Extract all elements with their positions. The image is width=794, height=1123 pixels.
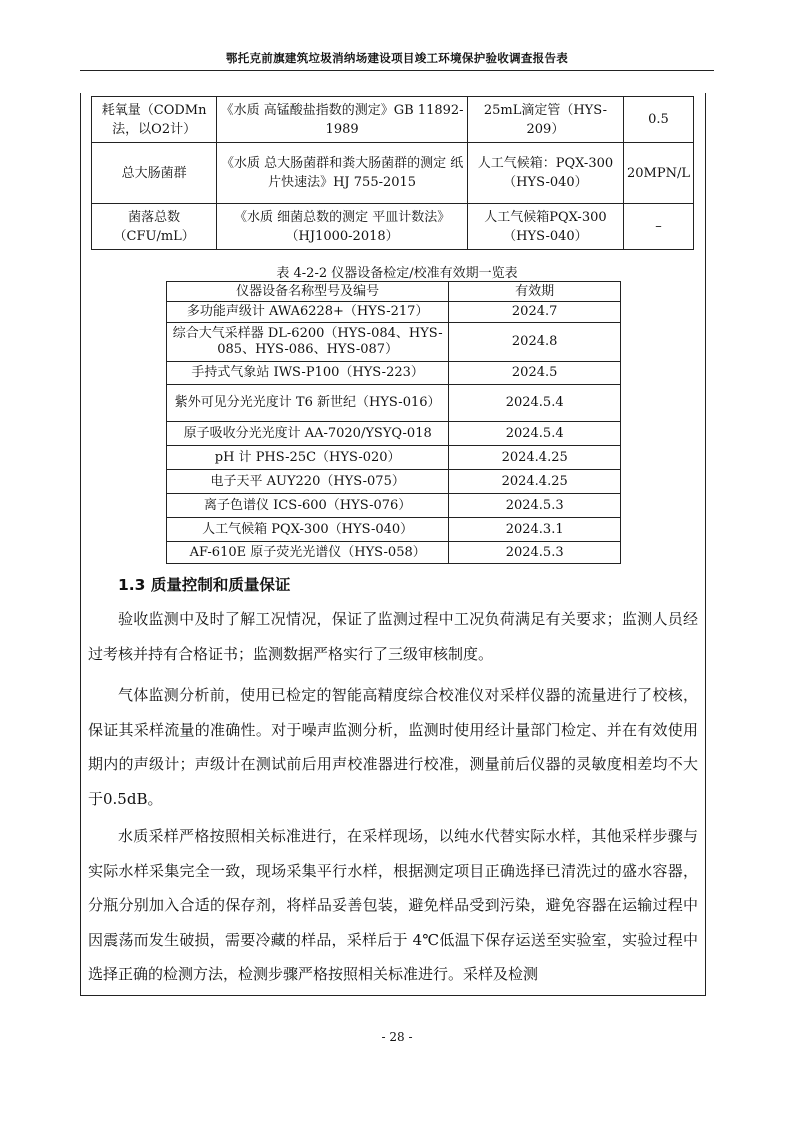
table-caption: 表 4-2-2 仪器设备检定/校准有效期一览表: [276, 266, 518, 281]
table-cell: 2024.4.25: [449, 446, 621, 470]
table-cell: 人工气候箱：PQX-300（HYS-040）: [467, 143, 623, 204]
column-header: 仪器设备名称型号及编号: [167, 282, 449, 302]
table-cell: 人工气候箱 PQX-300（HYS-040）: [167, 518, 449, 542]
table-cell: 2024.3.1: [449, 518, 621, 542]
table-cell: 2024.5: [449, 362, 621, 385]
table-cell: 人工气候箱PQX-300（HYS-040）: [467, 204, 623, 250]
table-cell: 紫外可见分光光度计 T6 新世纪（HYS-016）: [167, 385, 449, 422]
table-row: [167, 302, 621, 323]
table-row: [92, 97, 694, 143]
table-cell: 电子天平 AUY220（HYS-075）: [167, 470, 449, 494]
body-paragraph: 水质采样严格按照相关标准进行，在采样现场，以纯水代替实际水样，其他采样步骤与实际水样采集完全一致，现场采集平行水样，根据测定项目正确选择已清洗过的盛水容器，分瓶分别加入合适的保存剂，将样品妥善包装，避免样品受到污染，避免容器在运输过程中因震荡而发生破损，需要冷藏的样品，采样后于 4℃低温下保存运送至实验室，实验过程中选择正确的检测方法，检测步骤严格按照相关标准进行。采样及检测: [88, 827, 698, 983]
table-cell: 0.5: [623, 97, 693, 143]
table-cell: 2024.4.25: [449, 470, 621, 494]
table-cell: 多功能声级计 AWA6228+（HYS-217）: [167, 302, 449, 323]
table-cell: 2024.5.4: [449, 422, 621, 446]
table-cell: 2024.5.4: [449, 385, 621, 422]
table-cell: 菌落总数（CFU/mL）: [92, 204, 217, 250]
report-header-title: 鄂托克前旗建筑垃圾消纳场建设项目竣工环境保护验收调查报告表: [225, 51, 569, 65]
table-row: [167, 385, 621, 422]
page-number: - 28 -: [381, 1030, 413, 1044]
table-cell: 20MPN/L: [623, 143, 693, 204]
table-cell: 2024.5.3: [449, 494, 621, 518]
table-cell: 总大肠菌群: [92, 143, 217, 204]
instrument-validity-table: [166, 281, 621, 564]
table-cell: 原子吸收分光光度计 AA-7020/YSYQ-018: [167, 422, 449, 446]
table-cell: 《水质 总大肠菌群和粪大肠菌群的测定 纸片快速法》HJ 755-2015: [217, 143, 468, 204]
table-row: [167, 422, 621, 446]
section-title: 1.3 质量控制和质量保证: [118, 576, 291, 594]
table-cell: 手持式气象站 IWS-P100（HYS-223）: [167, 362, 449, 385]
table-row: [167, 470, 621, 494]
column-header: 有效期: [449, 282, 621, 302]
table-cell: 2024.8: [449, 323, 621, 362]
table-cell: pH 计 PHS-25C（HYS-020）: [167, 446, 449, 470]
table-row: [167, 542, 621, 564]
table-row: [167, 494, 621, 518]
table-cell: 离子色谱仪 ICS-600（HYS-076）: [167, 494, 449, 518]
table-cell: –: [623, 204, 693, 250]
body-paragraph: 气体监测分析前，使用已检定的智能高精度综合校准仪对采样仪器的流量进行了校核，保证其采样流量的准确性。对于噪声监测分析，监测时使用经计量部门检定、并在有效使用期内的声级计；声级计在测试前后用声校准器进行校准，测量前后仪器的灵敏度相差均不大于0.5dB。: [88, 686, 698, 808]
table-row: [167, 518, 621, 542]
table-row: [167, 446, 621, 470]
table-cell: 2024.7: [449, 302, 621, 323]
table-cell: 《水质 高锰酸盐指数的测定》GB 11892-1989: [217, 97, 468, 143]
table-cell: 耗氧量（CODMn法，以O2计）: [92, 97, 217, 143]
table-row: [167, 323, 621, 362]
table-cell: 25mL滴定管（HYS-209）: [467, 97, 623, 143]
table-cell: 《水质 细菌总数的测定 平皿计数法》（HJ1000-2018）: [217, 204, 468, 250]
table-header-row: [167, 282, 621, 302]
header-divider: [80, 70, 714, 71]
table-cell: 综合大气采样器 DL-6200（HYS-084、HYS-085、HYS-086、HYS-087）: [167, 323, 449, 362]
body-paragraph: 验收监测中及时了解工况情况，保证了监测过程中工况负荷满足有关要求；监测人员经过考核并持有合格证书；监测数据严格实行了三级审核制度。: [88, 610, 698, 663]
table-row: [92, 204, 694, 250]
table-cell: 2024.5.3: [449, 542, 621, 564]
table-row: [92, 143, 694, 204]
monitoring-methods-table: [91, 96, 694, 250]
table-cell: AF-610E 原子荧光光谱仪（HYS-058）: [167, 542, 449, 564]
table-row: [167, 362, 621, 385]
